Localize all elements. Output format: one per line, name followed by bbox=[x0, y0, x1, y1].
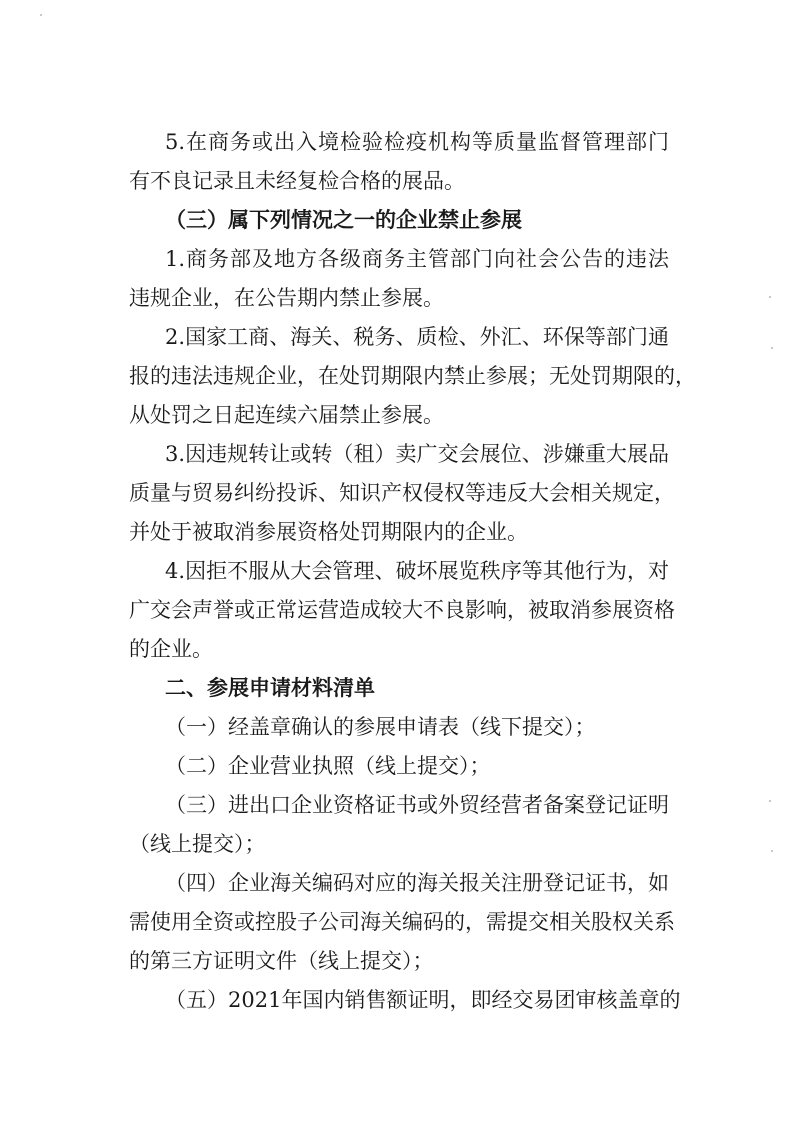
item-4-line-3: 的企业。 bbox=[129, 637, 213, 661]
scan-speck bbox=[771, 347, 773, 349]
section-two-heading: 二、参展申请材料清单 bbox=[165, 676, 375, 700]
scan-speck bbox=[769, 800, 771, 802]
paragraph-5-line-2: 有不良记录且未经复检合格的展品。 bbox=[129, 169, 465, 193]
material-5-line-1: （五）2021年国内销售额证明，即经交易团审核盖章的 bbox=[165, 988, 681, 1012]
material-4-line-2: 需使用全资或控股子公司海关编码的，需提交相关股权关系 bbox=[129, 910, 675, 934]
material-1: （一）经盖章确认的参展申请表（线下提交）； bbox=[165, 715, 596, 739]
material-4-line-3: 的第三方证明文件（线上提交）； bbox=[129, 949, 434, 973]
material-4-line-1: （四）企业海关编码对应的海关报关注册登记证书，如 bbox=[165, 871, 669, 895]
scan-speck bbox=[40, 14, 42, 16]
scan-speck bbox=[769, 296, 771, 298]
material-3-line-1: （三）进出口企业资格证书或外贸经营者备案登记证明 bbox=[165, 793, 669, 817]
item-1-line-1: 1.商务部及地方各级商务主管部门向社会公告的违法 bbox=[165, 247, 669, 271]
material-3-line-2: （线上提交）； bbox=[129, 832, 266, 856]
section-three-heading: （三）属下列情况之一的企业禁止参展 bbox=[165, 208, 522, 232]
paragraph-5-line-1: 5.在商务或出入境检验检疫机构等质量监督管理部门 bbox=[165, 130, 669, 154]
scan-speck bbox=[771, 850, 773, 852]
item-3-line-2: 质量与贸易纠纷投诉、知识产权侵权等违反大会相关规定， bbox=[129, 481, 675, 505]
item-3-line-3: 并处于被取消参展资格处罚期限内的企业。 bbox=[129, 520, 528, 544]
item-2-line-1: 2.国家工商、海关、税务、质检、外汇、环保等部门通 bbox=[165, 325, 669, 349]
item-2-line-2: 报的违法违规企业，在处罚期限内禁止参展；无处罚期限的， bbox=[129, 364, 696, 388]
item-1-line-2: 违规企业，在公告期内禁止参展。 bbox=[129, 286, 444, 310]
item-4-line-1: 4.因拒不服从大会管理、破坏展览秩序等其他行为，对 bbox=[165, 559, 669, 583]
material-2: （二）企业营业执照（线上提交）； bbox=[165, 754, 491, 778]
item-4-line-2: 广交会声誉或正常运营造成较大不良影响，被取消参展资格 bbox=[129, 598, 675, 622]
item-2-line-3: 从处罚之日起连续六届禁止参展。 bbox=[129, 403, 444, 427]
item-3-line-1: 3.因违规转让或转（租）卖广交会展位、涉嫌重大展品 bbox=[165, 442, 669, 466]
